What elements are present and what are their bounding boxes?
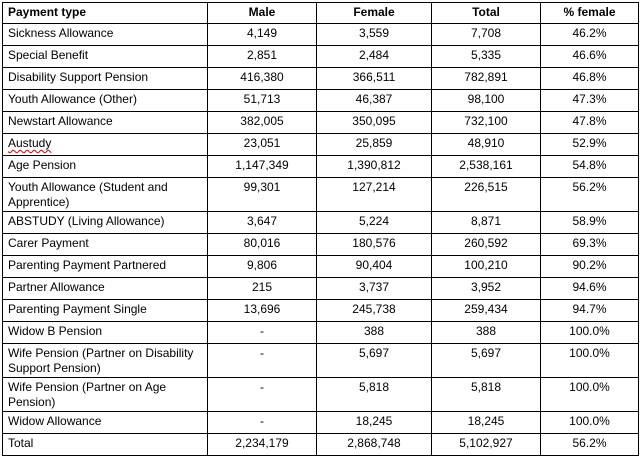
payment-type-table bbox=[2, 2, 639, 456]
female-cell bbox=[317, 378, 432, 412]
percent-female-text: 94.7% bbox=[572, 302, 607, 316]
female-cell bbox=[317, 212, 432, 234]
total-cell bbox=[432, 24, 541, 46]
percent-female-cell bbox=[541, 90, 639, 112]
female-cell bbox=[317, 278, 432, 300]
header-total: Total bbox=[432, 3, 541, 24]
payment-type-text: Newstart Allowance bbox=[8, 114, 113, 128]
payment-type-cell bbox=[3, 378, 208, 412]
male-cell bbox=[208, 434, 317, 456]
female-cell bbox=[317, 434, 432, 456]
male-text: - bbox=[260, 414, 264, 428]
percent-female-cell bbox=[541, 300, 639, 322]
male-cell bbox=[208, 256, 317, 278]
percent-female-cell bbox=[541, 24, 639, 46]
table-row bbox=[3, 24, 639, 46]
female-text: 388 bbox=[363, 324, 385, 338]
female-text: 46,387 bbox=[355, 92, 393, 106]
total-text: 5,818 bbox=[470, 380, 502, 394]
payment-type-text: Special Benefit bbox=[8, 48, 89, 62]
female-text: 25,859 bbox=[355, 136, 393, 150]
percent-female-cell bbox=[541, 212, 639, 234]
payment-type-text: Austudy bbox=[8, 136, 52, 150]
percent-female-cell bbox=[541, 234, 639, 256]
table-row bbox=[3, 156, 639, 178]
payment-type-cell bbox=[3, 278, 208, 300]
male-cell bbox=[208, 24, 317, 46]
percent-female-text: 69.3% bbox=[572, 236, 607, 250]
male-text: 51,713 bbox=[243, 92, 281, 106]
female-text: 180,576 bbox=[352, 236, 396, 250]
total-text: 7,708 bbox=[470, 26, 502, 40]
payment-type-cell bbox=[3, 434, 208, 456]
total-text: 226,515 bbox=[464, 180, 508, 194]
male-cell bbox=[208, 412, 317, 434]
male-text: 9,806 bbox=[246, 258, 278, 272]
total-cell bbox=[432, 134, 541, 156]
total-cell bbox=[432, 344, 541, 378]
percent-female-cell bbox=[541, 156, 639, 178]
table-row bbox=[3, 234, 639, 256]
table-body bbox=[3, 24, 639, 456]
header-female: Female bbox=[317, 3, 432, 24]
payment-type-cell bbox=[3, 68, 208, 90]
total-cell bbox=[432, 46, 541, 68]
female-text: 245,738 bbox=[352, 302, 396, 316]
female-text: 3,737 bbox=[358, 280, 390, 294]
table-row bbox=[3, 300, 639, 322]
payment-type-text: Sickness Allowance bbox=[8, 26, 114, 40]
percent-female-cell bbox=[541, 134, 639, 156]
male-text: - bbox=[260, 346, 264, 360]
female-cell bbox=[317, 134, 432, 156]
male-text: 416,380 bbox=[240, 70, 284, 84]
total-cell bbox=[432, 212, 541, 234]
header-male: Male bbox=[208, 3, 317, 24]
table-row bbox=[3, 112, 639, 134]
payment-type-text: Youth Allowance (Student and Apprentice) bbox=[8, 180, 168, 209]
percent-female-cell bbox=[541, 46, 639, 68]
total-text: 8,871 bbox=[470, 214, 502, 228]
female-text: 3,559 bbox=[358, 26, 390, 40]
total-cell bbox=[432, 322, 541, 344]
payment-type-text: Youth Allowance (Other) bbox=[8, 92, 137, 106]
female-text: 5,224 bbox=[358, 214, 390, 228]
payment-type-text: Age Pension bbox=[8, 158, 77, 172]
total-text: 782,891 bbox=[464, 70, 508, 84]
total-cell bbox=[432, 178, 541, 212]
table-row bbox=[3, 378, 639, 412]
percent-female-text: 54.8% bbox=[572, 158, 607, 172]
payment-type-text: Partner Allowance bbox=[8, 280, 105, 294]
percent-female-text: 47.8% bbox=[572, 114, 607, 128]
male-cell bbox=[208, 178, 317, 212]
payment-type-text: Wife Pension (Partner on Age Pension) bbox=[8, 380, 167, 409]
percent-female-cell bbox=[541, 434, 639, 456]
payment-type-text: Widow Allowance bbox=[8, 414, 102, 428]
payment-type-cell bbox=[3, 234, 208, 256]
total-cell bbox=[432, 278, 541, 300]
male-text: 4,149 bbox=[246, 26, 278, 40]
male-cell bbox=[208, 156, 317, 178]
payment-type-cell bbox=[3, 344, 208, 378]
male-cell bbox=[208, 322, 317, 344]
payment-type-text: Widow B Pension bbox=[8, 324, 103, 338]
payment-type-text: Parenting Payment Single bbox=[8, 302, 147, 316]
payment-type-text: Carer Payment bbox=[8, 236, 89, 250]
total-text: 732,100 bbox=[464, 114, 508, 128]
payment-type-text: Disability Support Pension bbox=[8, 70, 149, 84]
male-cell bbox=[208, 68, 317, 90]
percent-female-cell bbox=[541, 112, 639, 134]
percent-female-text: 46.6% bbox=[572, 48, 607, 62]
total-row bbox=[3, 434, 639, 456]
total-cell bbox=[432, 434, 541, 456]
table-row bbox=[3, 90, 639, 112]
male-cell bbox=[208, 112, 317, 134]
payment-type-cell bbox=[3, 212, 208, 234]
table-row bbox=[3, 256, 639, 278]
payment-type-cell bbox=[3, 178, 208, 212]
payment-type-cell bbox=[3, 112, 208, 134]
header-percent-female: % female bbox=[541, 3, 639, 24]
table-row bbox=[3, 322, 639, 344]
female-cell bbox=[317, 322, 432, 344]
male-text: 3,647 bbox=[246, 214, 278, 228]
male-cell bbox=[208, 90, 317, 112]
male-cell bbox=[208, 344, 317, 378]
total-text: 5,102,927 bbox=[459, 436, 513, 450]
total-cell bbox=[432, 112, 541, 134]
payment-type-cell bbox=[3, 322, 208, 344]
percent-female-text: 94.6% bbox=[572, 280, 607, 294]
total-text: 260,592 bbox=[464, 236, 508, 250]
total-text: 98,100 bbox=[467, 92, 505, 106]
percent-female-cell bbox=[541, 256, 639, 278]
header-row bbox=[3, 3, 639, 24]
male-text: 13,696 bbox=[243, 302, 281, 316]
total-cell bbox=[432, 90, 541, 112]
percent-female-text: 58.9% bbox=[572, 214, 607, 228]
payment-type-cell bbox=[3, 134, 208, 156]
total-text: 100,210 bbox=[464, 258, 508, 272]
percent-female-cell bbox=[541, 322, 639, 344]
female-cell bbox=[317, 178, 432, 212]
total-text: 5,697 bbox=[470, 346, 502, 360]
percent-female-text: 100.0% bbox=[569, 414, 610, 428]
female-cell bbox=[317, 24, 432, 46]
table-row bbox=[3, 46, 639, 68]
payment-type-cell bbox=[3, 24, 208, 46]
percent-female-cell bbox=[541, 344, 639, 378]
table-row bbox=[3, 212, 639, 234]
male-text: 23,051 bbox=[243, 136, 281, 150]
table-row bbox=[3, 278, 639, 300]
female-cell bbox=[317, 156, 432, 178]
total-cell bbox=[432, 256, 541, 278]
female-text: 366,511 bbox=[352, 70, 396, 84]
female-cell bbox=[317, 234, 432, 256]
percent-female-cell bbox=[541, 412, 639, 434]
percent-female-cell bbox=[541, 378, 639, 412]
percent-female-cell bbox=[541, 278, 639, 300]
male-cell bbox=[208, 212, 317, 234]
female-cell bbox=[317, 112, 432, 134]
payment-type-text: Total bbox=[8, 436, 34, 450]
table-row bbox=[3, 344, 639, 378]
total-cell bbox=[432, 378, 541, 412]
table-row bbox=[3, 412, 639, 434]
female-text: 1,390,812 bbox=[347, 158, 401, 172]
male-text: - bbox=[260, 324, 264, 338]
female-text: 5,818 bbox=[358, 380, 390, 394]
male-text: - bbox=[260, 380, 264, 394]
percent-female-text: 100.0% bbox=[569, 380, 610, 394]
percent-female-text: 90.2% bbox=[572, 258, 607, 272]
male-cell bbox=[208, 378, 317, 412]
male-cell bbox=[208, 234, 317, 256]
total-text: 2,538,161 bbox=[459, 158, 513, 172]
percent-female-text: 100.0% bbox=[569, 324, 610, 338]
table-row bbox=[3, 68, 639, 90]
header-payment-type: Payment type bbox=[3, 3, 208, 24]
female-text: 2,484 bbox=[358, 48, 390, 62]
percent-female-text: 52.9% bbox=[572, 136, 607, 150]
male-cell bbox=[208, 134, 317, 156]
payment-type-cell bbox=[3, 256, 208, 278]
female-text: 2,868,748 bbox=[347, 436, 401, 450]
total-text: 18,245 bbox=[467, 414, 505, 428]
female-text: 90,404 bbox=[355, 258, 393, 272]
percent-female-text: 56.2% bbox=[572, 436, 607, 450]
female-text: 5,697 bbox=[358, 346, 390, 360]
male-cell bbox=[208, 300, 317, 322]
female-cell bbox=[317, 46, 432, 68]
male-text: 99,301 bbox=[243, 180, 281, 194]
payment-type-text: Wife Pension (Partner on Disability Support Pension) bbox=[8, 346, 194, 375]
table-row bbox=[3, 134, 639, 156]
payment-type-cell bbox=[3, 156, 208, 178]
payment-type-cell bbox=[3, 46, 208, 68]
female-cell bbox=[317, 256, 432, 278]
percent-female-text: 56.2% bbox=[572, 180, 607, 194]
percent-female-text: 46.8% bbox=[572, 70, 607, 84]
payment-type-cell bbox=[3, 412, 208, 434]
percent-female-text: 46.2% bbox=[572, 26, 607, 40]
percent-female-text: 100.0% bbox=[569, 346, 610, 360]
total-cell bbox=[432, 68, 541, 90]
male-text: 2,851 bbox=[246, 48, 278, 62]
female-text: 18,245 bbox=[355, 414, 393, 428]
male-text: 382,005 bbox=[240, 114, 284, 128]
total-text: 259,434 bbox=[464, 302, 508, 316]
male-cell bbox=[208, 278, 317, 300]
total-text: 5,335 bbox=[470, 48, 502, 62]
total-text: 3,952 bbox=[470, 280, 502, 294]
total-cell bbox=[432, 300, 541, 322]
male-text: 2,234,179 bbox=[235, 436, 289, 450]
female-cell bbox=[317, 300, 432, 322]
payment-type-text: ABSTUDY (Living Allowance) bbox=[8, 214, 165, 228]
table-row bbox=[3, 178, 639, 212]
payment-type-text: Parenting Payment Partnered bbox=[8, 258, 167, 272]
male-text: 80,016 bbox=[243, 236, 281, 250]
total-text: 48,910 bbox=[467, 136, 505, 150]
percent-female-text: 47.3% bbox=[572, 92, 607, 106]
female-cell bbox=[317, 412, 432, 434]
total-cell bbox=[432, 234, 541, 256]
total-cell bbox=[432, 412, 541, 434]
female-text: 350,095 bbox=[352, 114, 396, 128]
payment-type-cell bbox=[3, 90, 208, 112]
male-text: 215 bbox=[251, 280, 273, 294]
male-cell bbox=[208, 46, 317, 68]
female-cell bbox=[317, 344, 432, 378]
male-text: 1,147,349 bbox=[235, 158, 289, 172]
percent-female-cell bbox=[541, 68, 639, 90]
payment-type-cell bbox=[3, 300, 208, 322]
total-text: 388 bbox=[475, 324, 497, 338]
female-cell bbox=[317, 68, 432, 90]
female-cell bbox=[317, 90, 432, 112]
total-cell bbox=[432, 156, 541, 178]
female-text: 127,214 bbox=[352, 180, 396, 194]
percent-female-cell bbox=[541, 178, 639, 212]
